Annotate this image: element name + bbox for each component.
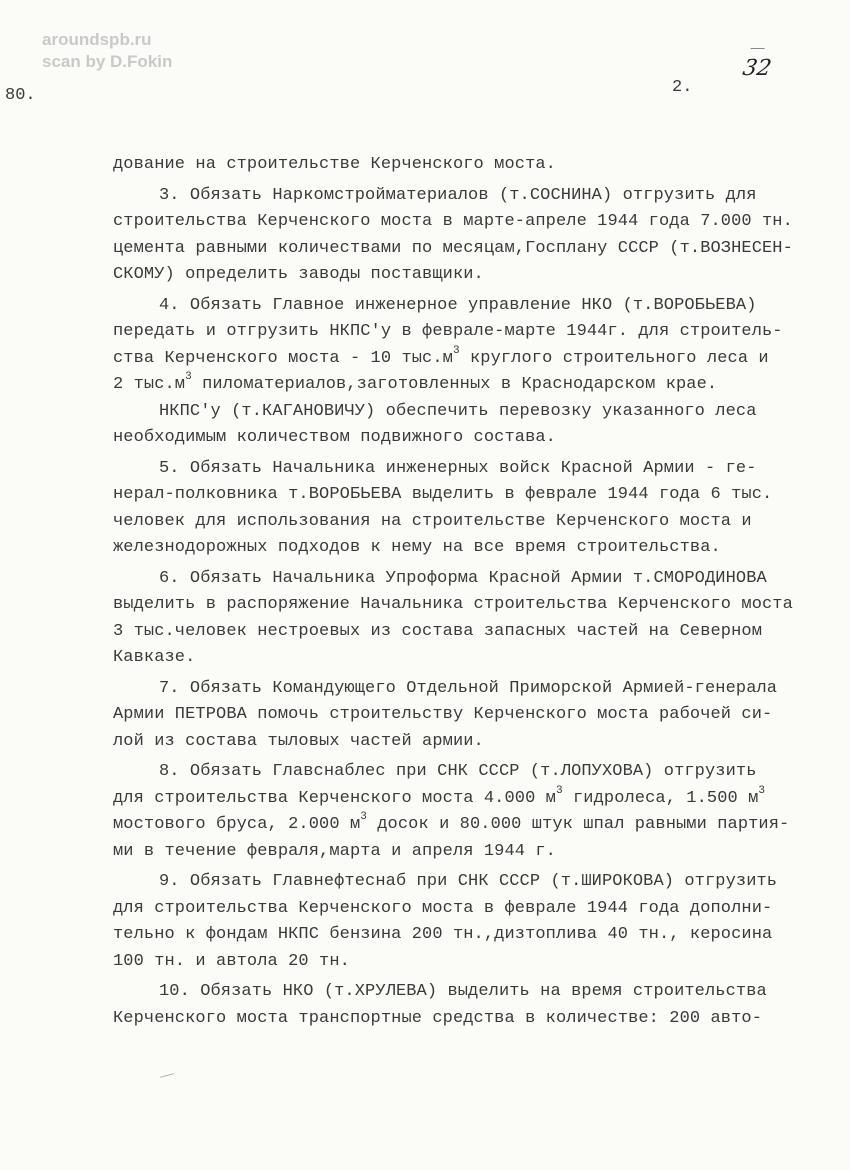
text-line xyxy=(113,262,813,289)
text-line xyxy=(113,372,813,399)
superscript: 3 xyxy=(452,344,460,357)
paragraph xyxy=(113,759,813,865)
paragraph xyxy=(113,979,813,1032)
text-line xyxy=(113,759,813,786)
text-segment: 6. Обязать Начальника Упроформа Красной Армии т.СМОРОДИНОВА xyxy=(159,568,767,588)
text-segment: строительства Керченского моста в марте-апреле 1944 года 7.000 тн. xyxy=(113,212,793,231)
text-line xyxy=(113,786,813,813)
text-segment: 9. Обязать Главнефтеснаб при СНК СССР (т.ШИРОКОВА) отгрузить xyxy=(159,872,778,891)
text-line xyxy=(113,293,813,320)
text-segment: дование на строительстве Керченского моста. xyxy=(113,155,556,174)
paragraph xyxy=(113,456,813,562)
page-number: 2. xyxy=(672,78,693,97)
paragraph xyxy=(113,293,813,399)
text-line xyxy=(113,645,813,672)
text-line xyxy=(113,482,813,509)
text-segment: НКПС'у (т.КАГАНОВИЧУ) обеспечить перевозку указанного леса xyxy=(159,401,757,421)
paragraph xyxy=(113,399,813,452)
text-line xyxy=(113,979,813,1006)
text-segment: выделить в распоряжение Начальника строительства Керченского моста xyxy=(113,595,793,614)
text-segment: для строительства Керченского моста 4.000 м xyxy=(113,788,556,808)
paragraph xyxy=(113,566,813,672)
text-segment: круглого строительного леса и xyxy=(459,348,769,368)
text-segment: 8. Обязать Главснаблес при СНК СССР (т.ЛОПУХОВА) отгрузить xyxy=(159,762,757,781)
scan-mark xyxy=(160,1073,174,1078)
text-segment: тельно к фондам НКПС бензина 200 тн.,дизтоплива 40 тн., керосина xyxy=(113,925,773,944)
text-segment: 3. Обязать Наркомстройматериалов (т.СОСНИНА) отгрузить для xyxy=(159,185,757,205)
text-line xyxy=(113,566,813,593)
superscript: 3 xyxy=(555,784,563,797)
text-line xyxy=(113,896,813,923)
text-line xyxy=(113,425,813,452)
text-line xyxy=(113,949,813,976)
text-segment: СКОМУ) определить заводы поставщики. xyxy=(113,265,484,284)
text-line xyxy=(113,535,813,562)
text-line xyxy=(113,209,813,236)
text-segment: лой из состава тыловых частей армии. xyxy=(113,731,484,751)
text-line xyxy=(113,236,813,263)
text-segment: 7. Обязать Командующего Отдельной Приморской Армией-генерала xyxy=(159,678,778,698)
text-segment: 2 тыс.м xyxy=(113,375,186,394)
text-line xyxy=(113,619,813,646)
text-segment: железнодорожных подходов к нему на все время строительства. xyxy=(113,538,721,557)
document-body xyxy=(113,152,813,1032)
text-segment: пиломатериалов,заготовленных в Краснодарском крае. xyxy=(191,375,718,394)
text-segment: ми в течение февраля,марта и апреля 1944 г. xyxy=(113,841,556,861)
text-segment: досок и 80.000 штук шпал равными партия- xyxy=(366,815,790,834)
text-segment: человек для использования на строительстве Керченского моста и xyxy=(113,511,752,531)
superscript: 3 xyxy=(185,371,192,383)
paragraph xyxy=(113,152,813,179)
text-line xyxy=(113,346,813,373)
text-segment: нерал-полковника т.ВОРОБЬЕВА выделить в феврале 1944 года 6 тыс. xyxy=(113,485,773,504)
text-line xyxy=(113,183,813,210)
margin-number: 80. xyxy=(5,86,36,105)
archive-folio-number: 32 xyxy=(740,56,774,81)
text-segment: 4. Обязать Главное инженерное управление НКО (т.ВОРОБЬЕВА) xyxy=(159,295,757,315)
text-segment: 10. Обязать НКО (т.ХРУЛЕВА) выделить на время строительства xyxy=(159,982,767,1001)
watermark-credit: scan by D.Fokin xyxy=(42,52,173,71)
text-line xyxy=(113,839,813,866)
text-segment: 100 тн. и автола 20 тн. xyxy=(113,951,350,971)
text-line xyxy=(113,456,813,483)
text-line xyxy=(113,812,813,839)
paragraph xyxy=(113,676,813,756)
text-segment: ства Керченского моста - 10 тыс.м xyxy=(113,348,453,368)
text-segment: цемента равными количествами по месяцам,Госплану СССР (т.ВОЗНЕСЕН- xyxy=(113,238,793,258)
text-line xyxy=(113,702,813,729)
text-segment: гидролеса, 1.500 м xyxy=(562,788,759,808)
text-line xyxy=(113,152,813,179)
text-line xyxy=(113,922,813,949)
text-segment: 3 тыс.человек нестроевых из состава запасных частей на Северном xyxy=(113,621,763,641)
text-line xyxy=(113,729,813,756)
text-line xyxy=(113,1006,813,1033)
paragraph xyxy=(113,869,813,975)
text-line xyxy=(113,676,813,703)
text-line xyxy=(113,592,813,619)
text-segment: передать и отгрузить НКПС'у в феврале-марте 1944г. для строитель- xyxy=(113,322,783,341)
text-segment: для строительства Керченского моста в феврале 1944 года дополни- xyxy=(113,898,773,918)
text-segment: 5. Обязать Начальника инженерных войск Красной Армии - ге- xyxy=(159,458,757,478)
superscript: 3 xyxy=(360,811,367,823)
paragraph xyxy=(113,183,813,289)
text-segment: необходимым количеством подвижного состава. xyxy=(113,428,556,447)
text-segment: Кавказе. xyxy=(113,648,196,667)
text-line xyxy=(113,319,813,346)
watermark-site: aroundspb.ru xyxy=(42,30,152,49)
text-line xyxy=(113,869,813,896)
superscript: 3 xyxy=(758,784,766,797)
text-line xyxy=(113,509,813,536)
text-segment: Армии ПЕТРОВА помочь строительству Керченского моста рабочей си- xyxy=(113,705,773,724)
text-segment: Керченского моста транспортные средства в количестве: 200 авто- xyxy=(113,1008,763,1028)
text-segment: мостового бруса, 2.000 м xyxy=(113,815,361,834)
text-line xyxy=(113,399,813,426)
